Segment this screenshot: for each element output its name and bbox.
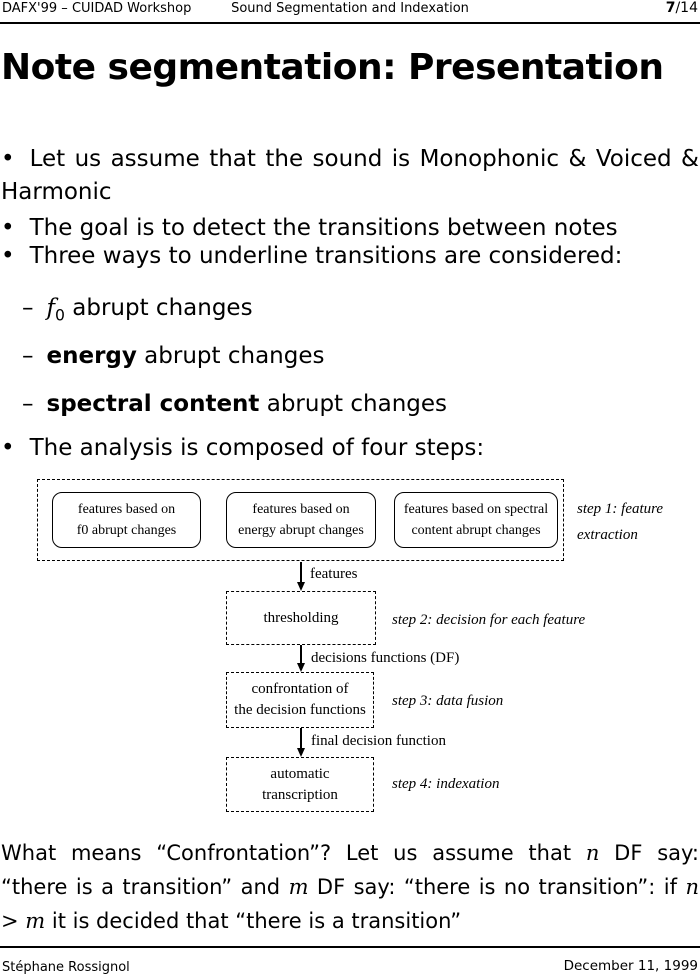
bullet-text: The goal is to detect the transitions between notes: [29, 215, 618, 241]
arrow-head: [297, 663, 305, 672]
header-presentation-title: Sound Segmentation and Indexation: [231, 1, 469, 16]
math-f0-var: f: [46, 295, 56, 321]
closing-text: DF say: “there is a transition” and: [1, 841, 699, 899]
sub-item-text: abrupt changes: [259, 391, 448, 417]
step1-label: [577, 496, 663, 548]
feature-box-line: features based on: [77, 502, 176, 517]
math-n-gt-m: n > m: [1, 875, 699, 933]
dash-icon: –: [22, 295, 34, 321]
bullet-item-assumption: [1, 143, 699, 209]
transcription-line: automatic: [270, 765, 330, 782]
sub-item-f0: [22, 296, 682, 328]
bullet-item-three-ways: [1, 240, 699, 273]
step4-label: step 4: indexation: [392, 776, 500, 792]
feature-box-line: f0 abrupt changes: [76, 523, 177, 538]
closing-text: it is decided that “there is a transition”: [45, 909, 462, 933]
page-number-current: 7: [665, 0, 676, 16]
step2-label: step 2: decision for each feature: [392, 612, 586, 628]
footer-divider: [0, 946, 700, 948]
footer-date: December 11, 1999: [563, 958, 698, 974]
arrow-down-icon: [296, 645, 306, 672]
bullet-icon: •: [1, 146, 15, 172]
page-number-total: /14: [675, 0, 698, 16]
bullet-icon: •: [1, 243, 15, 269]
feature-box-f0: [52, 492, 201, 548]
closing-text: DF say: “there is no transition”: if: [308, 875, 686, 899]
feature-box-line: features based on spectral: [403, 502, 549, 517]
bullet-text: The analysis is composed of four steps:: [29, 435, 485, 461]
sub-item-spectral: [22, 392, 682, 416]
step1-group-box: [37, 479, 564, 561]
sub-item-text: abrupt changes: [136, 343, 325, 369]
dash-icon: –: [22, 343, 34, 369]
page-number: [666, 0, 698, 16]
arrow-shaft: [300, 728, 302, 748]
confrontation-line: the decision functions: [234, 702, 366, 718]
feature-box-line: content abrupt changes: [411, 523, 541, 538]
arrow-down-icon: [296, 562, 306, 591]
closing-text: What means “Confrontation”? Let us assume that: [1, 841, 586, 865]
bullet-item-four-steps: [1, 432, 699, 465]
confrontation-explanation: [1, 836, 699, 938]
arrow-label-decisions: decisions functions (DF): [311, 650, 460, 666]
arrow-shaft: [300, 562, 302, 582]
dash-icon: –: [22, 391, 34, 417]
step1-label-line2: extraction: [577, 527, 638, 543]
bullet-icon: •: [1, 435, 15, 461]
transcription-box: [226, 757, 374, 812]
confrontation-box: [226, 672, 374, 728]
arrow-down-icon: [296, 728, 306, 757]
sub-item-bold: energy: [46, 343, 137, 369]
header-workshop-label: DAFX'99 – CUIDAD Workshop: [2, 1, 192, 16]
arrow-head: [297, 582, 305, 591]
arrow-shaft: [300, 645, 302, 663]
arrow-label-final: final decision function: [311, 733, 446, 749]
math-f0-subscript: 0: [55, 305, 65, 325]
sub-item-bold: spectral content: [46, 391, 260, 417]
bullet-text: Let us assume that the sound is Monophonic & Voiced & Harmonic: [1, 146, 699, 205]
feature-box-line: energy abrupt changes: [238, 523, 364, 538]
feature-box-energy: [226, 492, 376, 548]
bullet-icon: •: [1, 215, 15, 241]
arrow-head: [297, 748, 305, 757]
bullet-text: Three ways to underline transitions are considered:: [29, 243, 623, 269]
footer-author: Stéphane Rossignol: [2, 960, 130, 975]
arrow-label-features: features: [310, 566, 358, 582]
step3-label: step 3: data fusion: [392, 693, 504, 709]
header-divider: [0, 22, 700, 24]
sub-item-energy: [22, 344, 682, 368]
page-title: Note segmentation: Presentation: [1, 47, 664, 88]
confrontation-line: confrontation of: [251, 681, 349, 697]
thresholding-label: thresholding: [263, 609, 339, 626]
feature-box-line: features based on: [252, 502, 350, 517]
math-n: n: [585, 841, 600, 865]
thresholding-box: [226, 591, 376, 645]
feature-box-spectral: [394, 492, 558, 548]
transcription-line: transcription: [262, 786, 338, 803]
sub-item-text: abrupt changes: [64, 295, 253, 321]
math-m: m: [288, 875, 309, 899]
step1-label-line1: step 1: feature: [577, 501, 664, 517]
